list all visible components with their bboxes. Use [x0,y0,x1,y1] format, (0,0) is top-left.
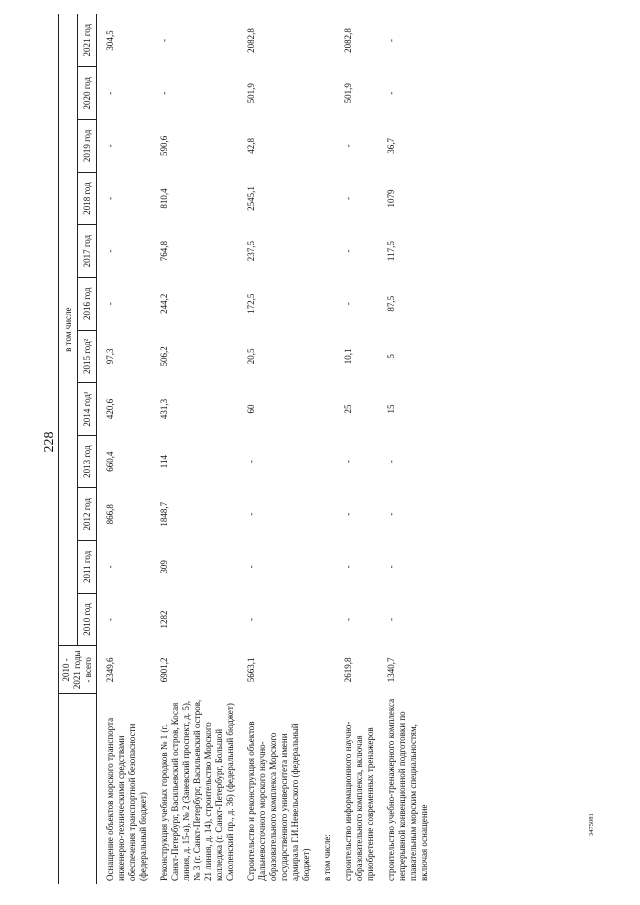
row-value: - [246,565,256,569]
row-value: 1079 [386,189,396,208]
row-total [320,646,335,694]
row-total: 2619,8 [343,657,353,683]
row-value: - [386,460,396,464]
row-value: - [105,618,115,621]
row-value: - [105,302,115,306]
table-row [341,14,378,884]
row-value: - [105,249,115,253]
row-value: 1848,7 [159,501,169,527]
header-blank [59,694,97,884]
header-year: 2016 год [78,277,97,330]
row-value: - [343,565,353,569]
row-name: в том числе: [322,834,332,881]
row-name: строительство учебно-тренажерного комплекса непрерывной конвенционной подготовки по плавательным морским специальностям, включая оснащение [386,698,429,881]
row-value: 309 [159,560,169,574]
row-value: - [343,197,353,200]
row-value: - [386,512,396,516]
table-row [320,14,335,884]
row-value: 764,8 [159,241,169,262]
row-value: - [386,38,396,42]
row-value: 431,3 [159,398,169,420]
table-row [103,14,151,884]
row-value: - [246,460,256,464]
row-value: 237,5 [246,241,256,262]
row-name: Реконструкция учебных городков № 1 (г. Санкт-Петербург, Васильевский остров, Косая линия, д. 15-а), № 2 (Заневский проспект, д. 5), № 3 (г. Санкт-Петербург, Васильевский остров, 21 линия, д. 14), строительство Морского колледжа (г. Санкт-Петербург, Большой Смоленский пр., д. 36) (федеральный бюджет) [159,699,235,881]
row-name: Строительство и реконструкция объектов Дальневосточного морского научно-образовательного комплекса Морского государственного университета имени адмирала Г.И.Невельского (федеральный бюджет) [246,721,311,881]
header-year: 2019 год [78,120,97,173]
row-total: 2349,6 [105,657,115,683]
header-row-1 [59,14,78,884]
row-value: - [386,91,396,95]
row-value: 5 [386,354,396,359]
row-value: 20,5 [246,348,256,365]
row-value: - [105,144,115,148]
header-year: 2010 год [78,593,97,646]
table-row [244,14,314,884]
header-year: 2013 год [78,435,97,488]
row-name: Оснащение объектов морского транспорта инженерно-техническими средствами обеспечения транспортной безопасности (федеральный бюджет) [105,717,148,881]
row-value: - [343,302,353,306]
row-value: 117,5 [386,241,396,262]
row-value: - [105,197,115,200]
row-total: 1340,7 [386,657,396,683]
row-value: - [159,38,169,42]
row-value: - [105,91,115,95]
row-value: - [246,512,256,516]
budget-table [58,14,432,884]
row-value: 15 [386,404,396,414]
row-total: 5663,1 [246,657,256,683]
row-value: 25 [343,404,353,414]
row-value: - [343,512,353,516]
header-year: 2015 год² [78,330,97,383]
row-value: 97,3 [105,348,115,365]
header-year: 2020 год [78,67,97,120]
row-value: 172,5 [246,293,256,314]
row-value: 2545,1 [246,186,256,211]
row-value: 36,7 [386,138,396,154]
rotated-budget-table [58,14,558,884]
row-value: 506,2 [159,346,169,367]
row-value: - [105,565,115,569]
row-value: - [343,618,353,621]
row-value: - [343,249,353,253]
row-total: 6901,2 [159,657,169,683]
row-value: - [386,618,396,621]
row-value: 87,5 [386,295,396,312]
row-value: 501,9 [343,83,353,104]
header-year: 2011 год [78,541,97,594]
header-total: 2010 - 2021 годы - всего [59,646,97,694]
table-row [384,14,432,884]
header-year: 2017 год [78,225,97,278]
row-value: 304,5 [105,30,115,51]
row-empty [320,14,335,646]
row-value: 114 [159,455,169,469]
header-in-that-number: в том числе [59,14,78,646]
row-value: 60 [246,404,256,414]
row-name: строительство информационного научно-образовательного комплекса, включая приобретение современных тренажеров [343,721,375,881]
row-value: 501,9 [246,83,256,104]
row-value: 244,2 [159,293,169,314]
row-value: 10,1 [343,348,353,365]
row-value: - [159,91,169,95]
row-value: 590,6 [159,135,169,156]
row-value: - [343,460,353,464]
header-year: 2021 год [78,14,97,67]
header-year: 2012 год [78,488,97,541]
row-value: 2082,8 [246,28,256,53]
row-value: 1282 [159,610,169,629]
table-row [157,14,238,884]
row-value: 660,4 [105,451,115,472]
page-number: 228 [42,431,57,453]
row-value: 810,4 [159,188,169,209]
row-value: 866,8 [105,504,115,525]
row-value: - [386,565,396,569]
row-value: - [246,618,256,621]
header-year: 2014 год¹ [78,383,97,436]
header-year: 2018 год [78,172,97,225]
document-code: 3475081 [588,813,595,836]
row-value: 420,6 [105,398,115,420]
row-value: 2082,8 [343,28,353,53]
row-value: 42,8 [246,138,256,154]
row-value: - [343,144,353,148]
